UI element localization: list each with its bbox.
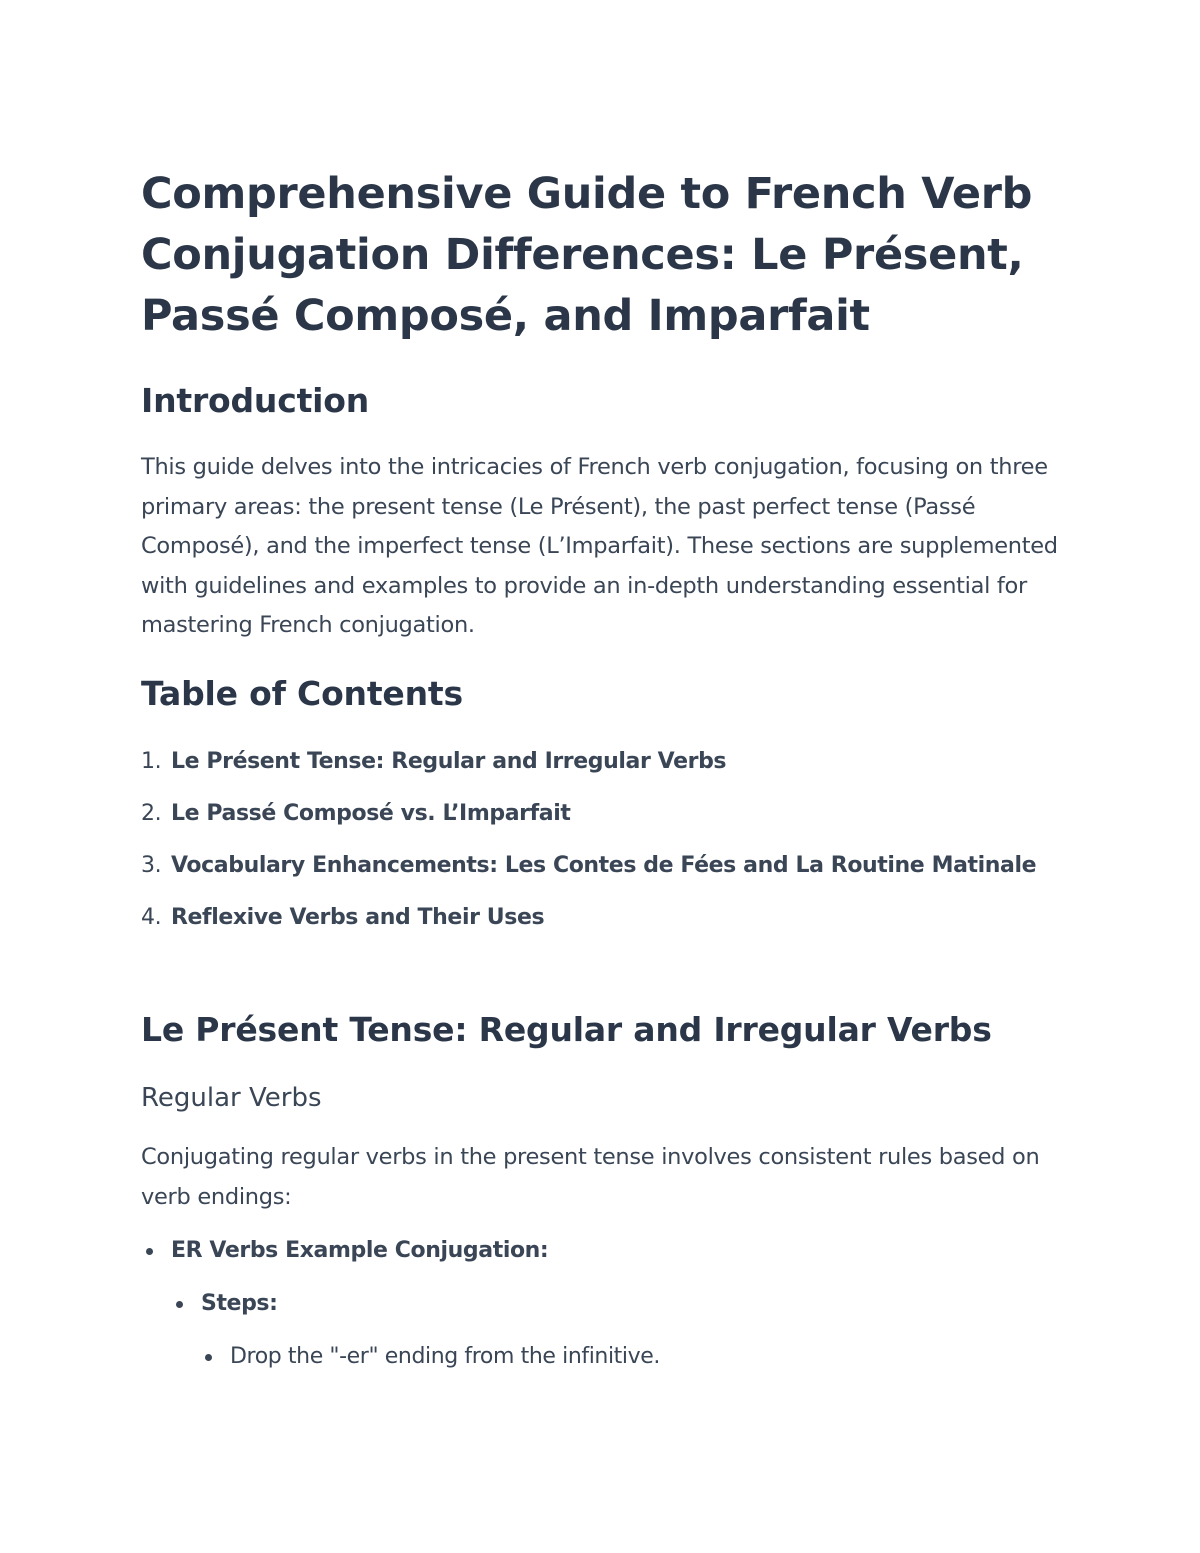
introduction-paragraph: This guide delves into the intricacies of French verb conjugation, focusing on three primary areas: the present tense (Le Présent), the past perfect tense (Passé Composé), and the imperfect tense (L’Imparfait). These sections are supplemented with guidelines and examples to provide an in-depth understanding essential for mastering French conjugation.: [141, 454, 1058, 639]
toc-item-1[interactable]: [141, 742, 1041, 782]
table-of-contents: [141, 742, 1041, 950]
list-item-label: ER Verbs Example Conjugation:: [171, 1238, 549, 1263]
toc-item-number: 4.: [141, 905, 162, 930]
toc-item-number: 2.: [141, 801, 162, 826]
toc-item-number: 1.: [141, 749, 162, 774]
list-item: [230, 1341, 660, 1373]
introduction-heading: Introduction: [141, 381, 370, 420]
list-item-label: Steps:: [201, 1291, 278, 1316]
bullet-dot-icon: [205, 1354, 212, 1361]
toc-item-3[interactable]: [141, 846, 1041, 886]
toc-item-label: Le Présent Tense: Regular and Irregular Verbs: [171, 749, 727, 774]
toc-item-number: 3.: [141, 853, 162, 878]
present-section-heading: Le Présent Tense: Regular and Irregular Verbs: [141, 1010, 992, 1049]
regular-verbs-subheading: Regular Verbs: [141, 1083, 322, 1113]
toc-item-label: Le Passé Composé vs. L’Imparfait: [171, 801, 571, 826]
toc-heading: Table of Contents: [141, 674, 463, 713]
toc-item-4[interactable]: [141, 898, 1041, 938]
toc-item-label: Vocabulary Enhancements: Les Contes de Fées and La Routine Matinale: [171, 853, 1037, 878]
document-title: Comprehensive Guide to French Verb Conjugation Differences: Le Présent, Passé Composé, and Imparfait: [141, 169, 1033, 341]
bullet-dot-icon: [146, 1248, 153, 1255]
regular-verbs-paragraph: Conjugating regular verbs in the present tense involves consistent rules based on verb endings:: [141, 1144, 1040, 1210]
bullet-dot-icon: [176, 1301, 183, 1308]
toc-item-label: Reflexive Verbs and Their Uses: [171, 905, 545, 930]
list-item-label: Drop the "-er" ending from the infinitive.: [230, 1344, 660, 1369]
toc-item-2[interactable]: [141, 794, 1041, 834]
list-item: [201, 1288, 278, 1320]
list-item: [171, 1235, 548, 1267]
